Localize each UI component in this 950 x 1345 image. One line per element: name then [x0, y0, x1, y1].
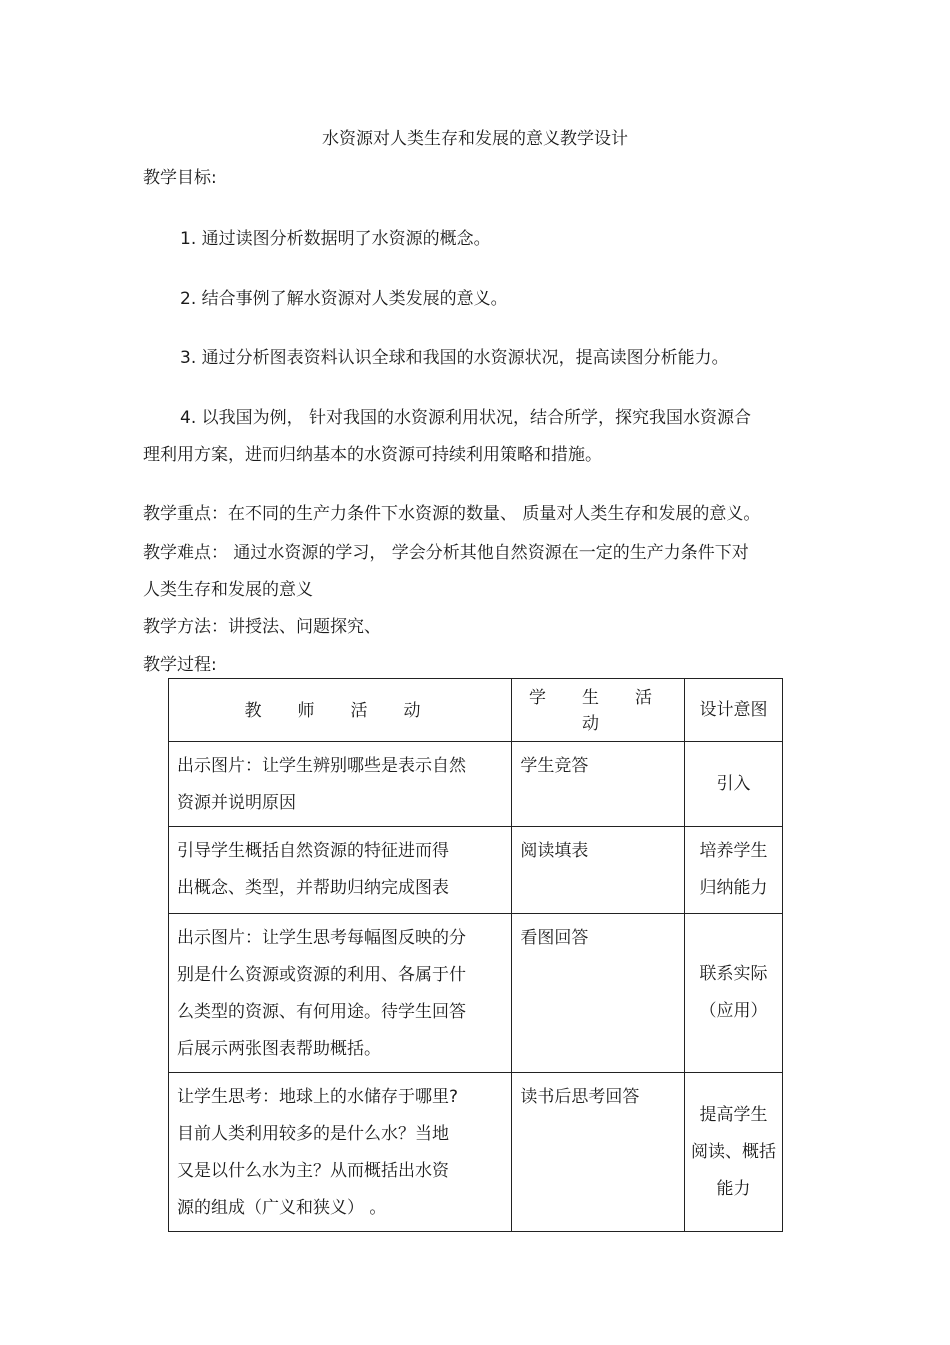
- table-row: [169, 914, 783, 1073]
- teaching-methods: 教学方法：讲授法、问题探究、: [143, 617, 381, 637]
- cell-line: 出概念、类型，并帮助归纳完成图表: [177, 878, 449, 898]
- objective-4-line-2: 理利用方案，进而归纳基本的水资源可持续利用策略和措施。: [143, 445, 602, 465]
- cell-line: 引入: [716, 773, 751, 794]
- design-intent-cell: [685, 742, 783, 827]
- design-intent-cell: [685, 1073, 783, 1232]
- teacher-activity-cell: [169, 1073, 512, 1232]
- cell-line: 能力: [716, 1178, 751, 1199]
- objective-2: 2. 结合事例了解水资源对人类发展的意义。: [180, 289, 508, 309]
- key-point: 教学重点：在不同的生产力条件下水资源的数量、 质量对人类生存和发展的意义。: [143, 504, 761, 524]
- cell-line: 培养学生: [699, 841, 768, 861]
- cell-line: （应用）: [699, 1001, 768, 1021]
- cell-line: 归纳能力: [699, 878, 768, 898]
- student-activity-cell: 学生竞答: [512, 742, 685, 827]
- cell-line: 让学生思考：地球上的水储存于哪里?: [177, 1087, 459, 1107]
- cell-line: 阅读、概括: [691, 1141, 777, 1162]
- cell-line: 引导学生概括自然资源的特征进而得: [177, 841, 449, 861]
- design-intent-cell: [685, 827, 783, 914]
- objective-1: 1. 通过读图分析数据明了水资源的概念。: [180, 229, 491, 249]
- student-activity-cell: 读书后思考回答: [512, 1073, 685, 1232]
- cell-line: 出示图片：让学生辨别哪些是表示自然: [177, 756, 466, 776]
- cell-line: 出示图片：让学生思考每幅图反映的分: [177, 928, 466, 948]
- student-activity-cell: 阅读填表: [512, 827, 685, 914]
- objective-3: 3. 通过分析图表资料认识全球和我国的水资源状况，提高读图分析能力。: [180, 348, 729, 368]
- cell-line: 目前人类利用较多的是什么水？当地: [177, 1124, 449, 1144]
- process-label: 教学过程:: [143, 655, 217, 675]
- cell-line: 后展示两张图表帮助概括。: [177, 1039, 381, 1059]
- table-row: [169, 742, 783, 827]
- header-design-intent: 设计意图: [685, 679, 783, 742]
- objective-4-line-1: 4. 以我国为例， 针对我国的水资源利用状况，结合所学，探究我国水资源合: [180, 408, 752, 428]
- table-row: [169, 827, 783, 914]
- design-intent-cell: [685, 914, 783, 1073]
- difficulty-line-1: 教学难点： 通过水资源的学习， 学会分析其他自然资源在一定的生产力条件下对: [143, 543, 749, 563]
- page-title: 水资源对人类生存和发展的意义教学设计: [322, 129, 628, 149]
- student-activity-cell: 看图回答: [512, 914, 685, 1073]
- teacher-activity-cell: [169, 914, 512, 1073]
- header-student-activity: 学 生 活 动: [512, 679, 685, 742]
- table-header-row: [169, 679, 783, 742]
- teacher-activity-cell: [169, 742, 512, 827]
- header-teacher-activity: 教 师 活 动: [169, 679, 512, 742]
- table-row: [169, 1073, 783, 1232]
- cell-line: 资源并说明原因: [177, 793, 296, 813]
- cell-line: 么类型的资源、有何用途。待学生回答: [177, 1002, 466, 1022]
- cell-line: 源的组成（广义和狭义） 。: [177, 1198, 387, 1218]
- cell-line: 别是什么资源或资源的利用、各属于什: [177, 965, 466, 985]
- difficulty-line-2: 人类生存和发展的意义: [143, 580, 313, 600]
- process-table: [168, 678, 783, 1232]
- cell-line: 联系实际: [699, 964, 768, 984]
- teacher-activity-cell: [169, 827, 512, 914]
- cell-line: 提高学生: [699, 1104, 768, 1125]
- objectives-label: 教学目标:: [143, 168, 217, 188]
- cell-line: 又是以什么水为主？从而概括出水资: [177, 1161, 449, 1181]
